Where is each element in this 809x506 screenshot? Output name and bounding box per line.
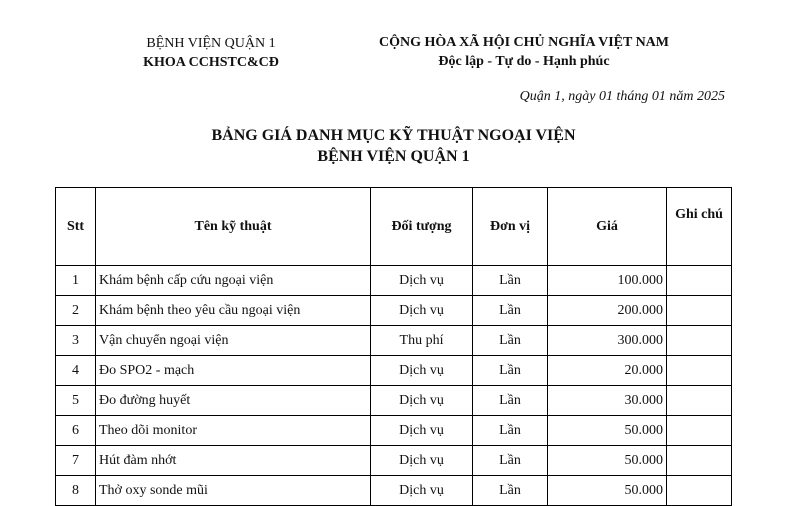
cell-unit: Lần [473, 296, 548, 326]
table-row [56, 326, 732, 356]
column-header-name: Tên kỹ thuật [96, 188, 371, 266]
cell-target: Dịch vụ [371, 296, 473, 326]
cell-note [667, 356, 732, 386]
document-date: Quận 1, ngày 01 tháng 01 năm 2025 [519, 89, 725, 104]
cell-name: Theo dõi monitor [96, 416, 371, 446]
cell-unit: Lần [473, 356, 548, 386]
cell-stt: 2 [56, 296, 96, 326]
cell-name: Thở oxy sonde mũi [96, 476, 371, 506]
column-header-target: Đối tượng [371, 188, 473, 266]
table-row [56, 356, 732, 386]
national-motto: Độc lập - Tự do - Hạnh phúc [438, 54, 610, 69]
organization-header [125, 34, 297, 72]
cell-price: 50.000 [548, 416, 667, 446]
table-row [56, 416, 732, 446]
cell-stt: 7 [56, 446, 96, 476]
cell-unit: Lần [473, 446, 548, 476]
cell-price: 30.000 [548, 386, 667, 416]
cell-stt: 6 [56, 416, 96, 446]
department-name: KHOA CCHSTC&CĐ [143, 55, 279, 70]
table-row [56, 446, 732, 476]
national-header [355, 33, 693, 71]
cell-note [667, 476, 732, 506]
cell-name: Vận chuyển ngoại viện [96, 326, 371, 356]
cell-stt: 4 [56, 356, 96, 386]
cell-target: Dịch vụ [371, 446, 473, 476]
cell-note [667, 266, 732, 296]
cell-price: 20.000 [548, 356, 667, 386]
national-title: CỘNG HÒA XÃ HỘI CHỦ NGHĨA VIỆT NAM [378, 35, 669, 50]
cell-target: Dịch vụ [371, 386, 473, 416]
cell-target: Dịch vụ [371, 416, 473, 446]
document-title: BẢNG GIÁ DANH MỤC KỸ THUẬT NGOẠI VIỆN [211, 127, 576, 144]
cell-price: 300.000 [548, 326, 667, 356]
table-row [56, 386, 732, 416]
cell-note [667, 326, 732, 356]
cell-price: 100.000 [548, 266, 667, 296]
column-header-note: Ghi chú [667, 188, 732, 266]
hospital-name: BỆNH VIỆN QUẬN 1 [146, 36, 276, 51]
cell-price: 50.000 [548, 446, 667, 476]
cell-target: Dịch vụ [371, 266, 473, 296]
cell-unit: Lần [473, 416, 548, 446]
column-header-price: Giá [548, 188, 667, 266]
cell-note [667, 296, 732, 326]
cell-note [667, 446, 732, 476]
cell-price: 50.000 [548, 476, 667, 506]
table-header-row [56, 188, 732, 266]
column-header-unit: Đơn vị [473, 188, 548, 266]
cell-name: Khám bệnh theo yêu cầu ngoại viện [96, 296, 371, 326]
cell-unit: Lần [473, 266, 548, 296]
table-row [56, 266, 732, 296]
cell-name: Đo đường huyết [96, 386, 371, 416]
cell-name: Hút đàm nhớt [96, 446, 371, 476]
cell-stt: 3 [56, 326, 96, 356]
table-row [56, 296, 732, 326]
cell-unit: Lần [473, 326, 548, 356]
cell-name: Đo SPO2 - mạch [96, 356, 371, 386]
cell-target: Dịch vụ [371, 476, 473, 506]
price-table [55, 187, 732, 506]
cell-target: Dịch vụ [371, 356, 473, 386]
cell-stt: 1 [56, 266, 96, 296]
column-header-stt: Stt [56, 188, 96, 266]
cell-unit: Lần [473, 386, 548, 416]
cell-stt: 8 [56, 476, 96, 506]
cell-price: 200.000 [548, 296, 667, 326]
cell-unit: Lần [473, 476, 548, 506]
cell-target: Thu phí [371, 326, 473, 356]
table-row [56, 476, 732, 506]
cell-note [667, 386, 732, 416]
cell-name: Khám bệnh cấp cứu ngoại viện [96, 266, 371, 296]
cell-note [667, 416, 732, 446]
document-subtitle: BỆNH VIỆN QUẬN 1 [317, 148, 470, 165]
cell-stt: 5 [56, 386, 96, 416]
